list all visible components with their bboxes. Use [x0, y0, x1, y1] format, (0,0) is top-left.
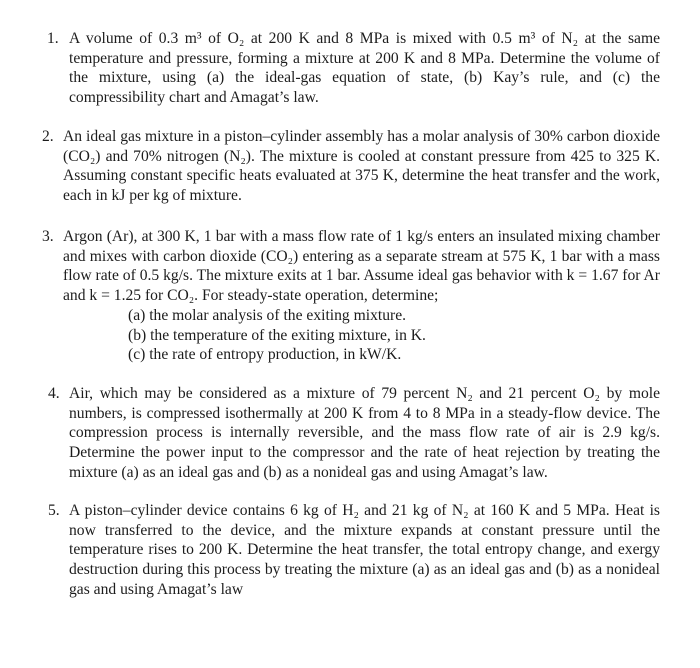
sub-item: (b) the temperature of the exiting mixture, in K.: [128, 326, 426, 344]
problem-text: A piston–cylinder device contains 6 kg of H₂ and 21 kg of N₂ at 160 K and 5 MPa. Heat is now transferred to the device, and the mixture expands at constant pressure until the temperature rises to 200 K. Determine the heat transfer, the total entropy change, and exergy destruction during this process by treating the mixture (a) as an ideal gas and (b) as a nonideal gas and using Amagat’s law: [69, 502, 660, 598]
problem-5: [48, 501, 660, 600]
sub-item: (c) the rate of entropy production, in kW/K.: [128, 346, 402, 364]
sub-item: (a) the molar analysis of the exiting mixture.: [128, 306, 407, 324]
problem-text: Air, which may be considered as a mixture of 79 percent N₂ and 21 percent O₂ by mole numbers, is compressed isothermally at 200 K from 4 to 8 MPa in a steady-flow device. The compression process is internally reversible, and the mass flow rate of air is 2.9 kg/s. Determine the power input to the compressor and the rate of heat rejection by treating the mixture (a) as an ideal gas and (b) as a nonideal gas and using Amagat’s law.: [69, 385, 660, 481]
problem-text: Argon (Ar), at 300 K, 1 bar with a mass flow rate of 1 kg/s enters an insulated mixing chamber and mixes with carbon dioxide (CO₂) entering as a separate stream at 575 K, 1 bar with a mass flow rate of 0.5 kg/s. The mixture exits at 1 bar. Assume ideal gas behavior with k = 1.67 for Ar and k = 1.25 for CO₂. For steady-state operation, determine;: [63, 228, 660, 305]
problem-4: [48, 384, 660, 483]
problem-number: 1.: [47, 30, 59, 47]
problem-number: 2.: [42, 128, 54, 145]
problem-3: [42, 227, 660, 365]
sub-item-list: [128, 306, 660, 365]
problem-1: [47, 29, 660, 108]
problem-text: A volume of 0.3 m³ of O₂ at 200 K and 8 MPa is mixed with 0.5 m³ of N₂ at the same temperature and pressure, forming a mixture at 200 K and 8 MPa. Determine the volume of the mixture, using (a) the ideal-gas equation of state, (b) Kay’s rule, and (c) the compressibility chart and Amagat’s law.: [69, 30, 660, 107]
problem-text: An ideal gas mixture in a piston–cylinder assembly has a molar analysis of 30% carbon dioxide (CO₂) and 70% nitrogen (N₂). The mixture is cooled at constant pressure from 425 to 325 K. Assuming constant specific heats evaluated at 375 K, determine the heat transfer and the work, each in kJ per kg of mixture.: [63, 128, 660, 205]
problem-number: 5.: [48, 502, 60, 519]
problem-number: 4.: [48, 385, 60, 402]
problem-number: 3.: [42, 228, 54, 245]
problem-2: [42, 127, 660, 206]
